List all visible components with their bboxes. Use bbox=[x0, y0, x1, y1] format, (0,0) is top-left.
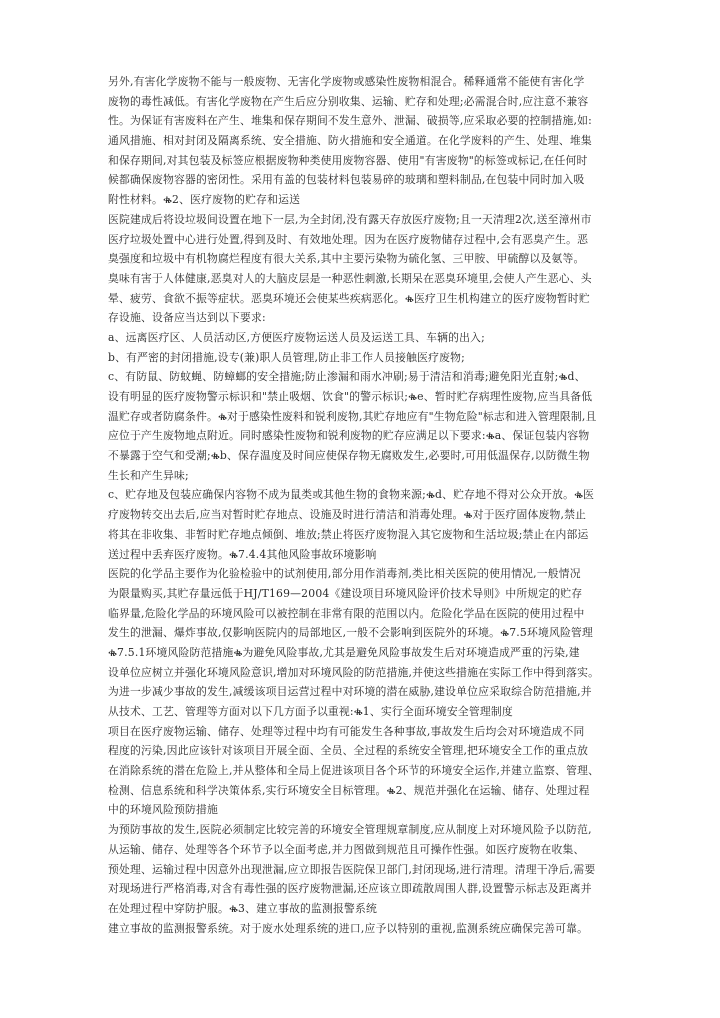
text-line: c、贮存地及包装应确保内容物不成为鼠类或其他生物的食物来源;ቈd、贮存地不得对公众开放。ቈ医 bbox=[108, 488, 595, 502]
text-line: 臭强度和垃圾中有机物腐烂程度有很大关系,其中主要污染物为硫化氢、三甲胺、甲硫醇以及氨等。 bbox=[108, 252, 585, 266]
text-line: 为限量购买,其贮存量远低于HJ/T169—2004《建设项目环境风险评价技术导则》中所规定的贮存 bbox=[108, 586, 583, 600]
text-line: 生长和产生异味; bbox=[108, 468, 189, 482]
text-line: 从运输、储存、处理等各个环节予以全面考虑,并力图做到规范且可操作性强。如医疗废物在收集、 bbox=[108, 842, 585, 856]
text-line: 臭味有害于人体健康,恶臭对人的大脑皮层是一种恶性刺激,长期呆在恶臭环境里,会使人产生恶心、头 bbox=[108, 271, 592, 285]
document-body bbox=[108, 72, 614, 938]
text-line: 为预防事故的发生,医院必须制定比较完善的环境安全管理规章制度,应从制度上对环境风险予以防范, bbox=[108, 823, 592, 837]
text-line: 将其在非收集、非暂时贮存地点倾倒、堆放;禁止将医疗废物混入其它废物和生活垃圾;禁止在内部运 bbox=[108, 527, 589, 541]
text-line: 设有明显的医疗废物警示标识和"禁止吸烟、饮食"的警示标识;ቈe、暂时贮存病理性废物,应当具备低 bbox=[108, 390, 593, 403]
text-line: 不暴露于空气和受潮;ቈb、保存温度及时间应使保存物无腐败发生,必要时,可用低温保存,以防微生物 bbox=[108, 449, 590, 463]
text-line: 晕、疲劳、食欲不振等症状。恶臭环境还会使某些疾病恶化。ቈ医疗卫生机构建立的医疗废物暂时贮 bbox=[108, 291, 590, 305]
text-line: a、远离医疗区、人员活动区,方便医疗废物运送人员及运送工具、车辆的出入; bbox=[108, 330, 486, 344]
text-line: 医院建成后将设垃圾间设置在地下一层,为全封闭,没有露天存放医疗废物;且一天清理2次,送至漳州市 bbox=[108, 212, 592, 226]
text-line: b、有严密的封闭措施,设专(兼)职人员管理,防止非工作人员接触医疗废物; bbox=[108, 350, 465, 364]
text-line: 对现场进行严格消毒,对含有毒性强的医疗废物泄漏,还应该立即疏散周围人群,设置警示标志及距离并 bbox=[108, 882, 592, 896]
text-line: 通风措施、相对封闭及隔离系统、安全措施、防火措施和安全通道。在化学废料的产生、处理、堆集 bbox=[108, 134, 592, 148]
text-line: 设单位应树立并强化环境风险意识,增加对环境风险的防范措施,并使这些措施在实际工作中得到落实。 bbox=[108, 665, 600, 679]
text-line: 程度的污染,因此应该针对该项目开展全面、全员、全过程的系统安全管理,把环境安全工作的重点放 bbox=[108, 744, 589, 758]
text-line: 应位于产生废物地点附近。同时感染性废物和锐利废物的贮存应满足以下要求:ቈa、保证包装内容物 bbox=[108, 429, 590, 443]
text-line: 为进一步减少事故的发生,减缓该项目运营过程中对环境的潜在威胁,建设单位应采取综合防范措施,并 bbox=[108, 685, 592, 699]
text-line: 建立事故的监测报警系统。对于废水处理系统的进口,应予以特别的重视,监测系统应确保完善可靠。 bbox=[108, 921, 589, 935]
text-line: 预处理、运输过程中因意外出现泄漏,应立即报告医院保卫部门,封闭现场,进行清理。清理干净后,需要 bbox=[108, 862, 596, 876]
text-line: 疗废物转交出去后,应当对暂时贮存地点、设施及时进行清洁和消毒处理。ቈ对于医疗固体废物,禁止 bbox=[108, 508, 587, 522]
text-line: 存设施、设备应当达到以下要求: bbox=[108, 311, 266, 325]
text-line: 温贮存或者防腐条件。ቈ对于感染性废料和锐利废物,其贮存地应有"生物危险"标志和进入管理限制,且 bbox=[108, 409, 597, 423]
text-line: 中的环境风险预防措施 bbox=[108, 803, 218, 817]
text-line: 送过程中丢弃医疗废物。ቈ7.4.4其他风险事故环境影响 bbox=[108, 547, 377, 561]
text-line: 和保存期间,对其包装及标签应根据废物种类使用废物容器、使用"有害废物"的标签或标记,在任何时 bbox=[108, 153, 588, 167]
text-line: 检测、信息系统和科学决策体系,实行环境安全目标管理。ቈ2、规范并强化在运输、储存、处理过程 bbox=[108, 783, 590, 797]
text-line: 临界量,危险化学品的环境风险可以被控制在非常有限的范围以内。危险化学品在医院的使用过程中 bbox=[108, 606, 585, 620]
text-line: 医疗垃圾处置中心进行处置,得到及时、有效地处理。因为在医疗废物储存过程中,会有恶臭产生。恶 bbox=[108, 232, 589, 246]
text-line: 候都确保废物容器的密闭性。采用有盖的包装材料包装易碎的玻璃和塑料制品,在包装中同时加入吸 bbox=[108, 173, 585, 187]
text-line: 从技术、工艺、管理等方面对以下几方面予以重视:ቈ1、实行全面环境安全管理制度 bbox=[108, 705, 513, 718]
text-line: 另外,有害化学废物不能与一般废物、无害化学废物或感染性废物相混合。稀释通常不能使有害化学 bbox=[108, 75, 585, 88]
text-line: 发生的泄漏、爆炸事故,仅影响医院内的局部地区,一般不会影响到医院外的环境。ቈ7.5环境风险管理 bbox=[108, 626, 593, 640]
text-line: 项目在医疗废物运输、储存、处理等过程中均有可能发生各种事故,事故发生后均会对环境造成不同 bbox=[108, 724, 585, 738]
text-line: 性。为保证有害废料在产生、堆集和保存期间不发生意外、泄漏、破损等,应采取必要的控制措施,如: bbox=[108, 114, 592, 128]
text-line: 废物的毒性减低。有害化学废物在产生后应分别收集、运输、贮存和处理;必需混合时,应注意不兼容 bbox=[108, 94, 589, 108]
text-line: 在处理过程中穿防护服。ቈ3、建立事故的监测报警系统 bbox=[108, 901, 378, 915]
text-line: 医院的化学品主要作为化验检验中的试剂使用,部分用作消毒剂,类比相关医院的使用情况,一般情况 bbox=[108, 567, 581, 581]
text-line: ቈ7.5.1环境风险防范措施ቈ为避免风险事故,尤其是避免风险事故发生后对环境造成严重的污染,建 bbox=[108, 645, 580, 659]
text-line: c、有防鼠、防蚊蝇、防蟑螂的安全措施;防止渗漏和雨水冲刷;易于清洁和消毒;避免阳光直射;ቈd、 bbox=[108, 370, 586, 384]
text-line: 附性材料。ቈ2、医疗废物的贮存和运送 bbox=[108, 193, 301, 207]
text-line: 在消除系统的潜在危险上,并从整体和全局上促进该项目各个环节的环境安全运作,并建立监察、管理、 bbox=[108, 764, 600, 778]
